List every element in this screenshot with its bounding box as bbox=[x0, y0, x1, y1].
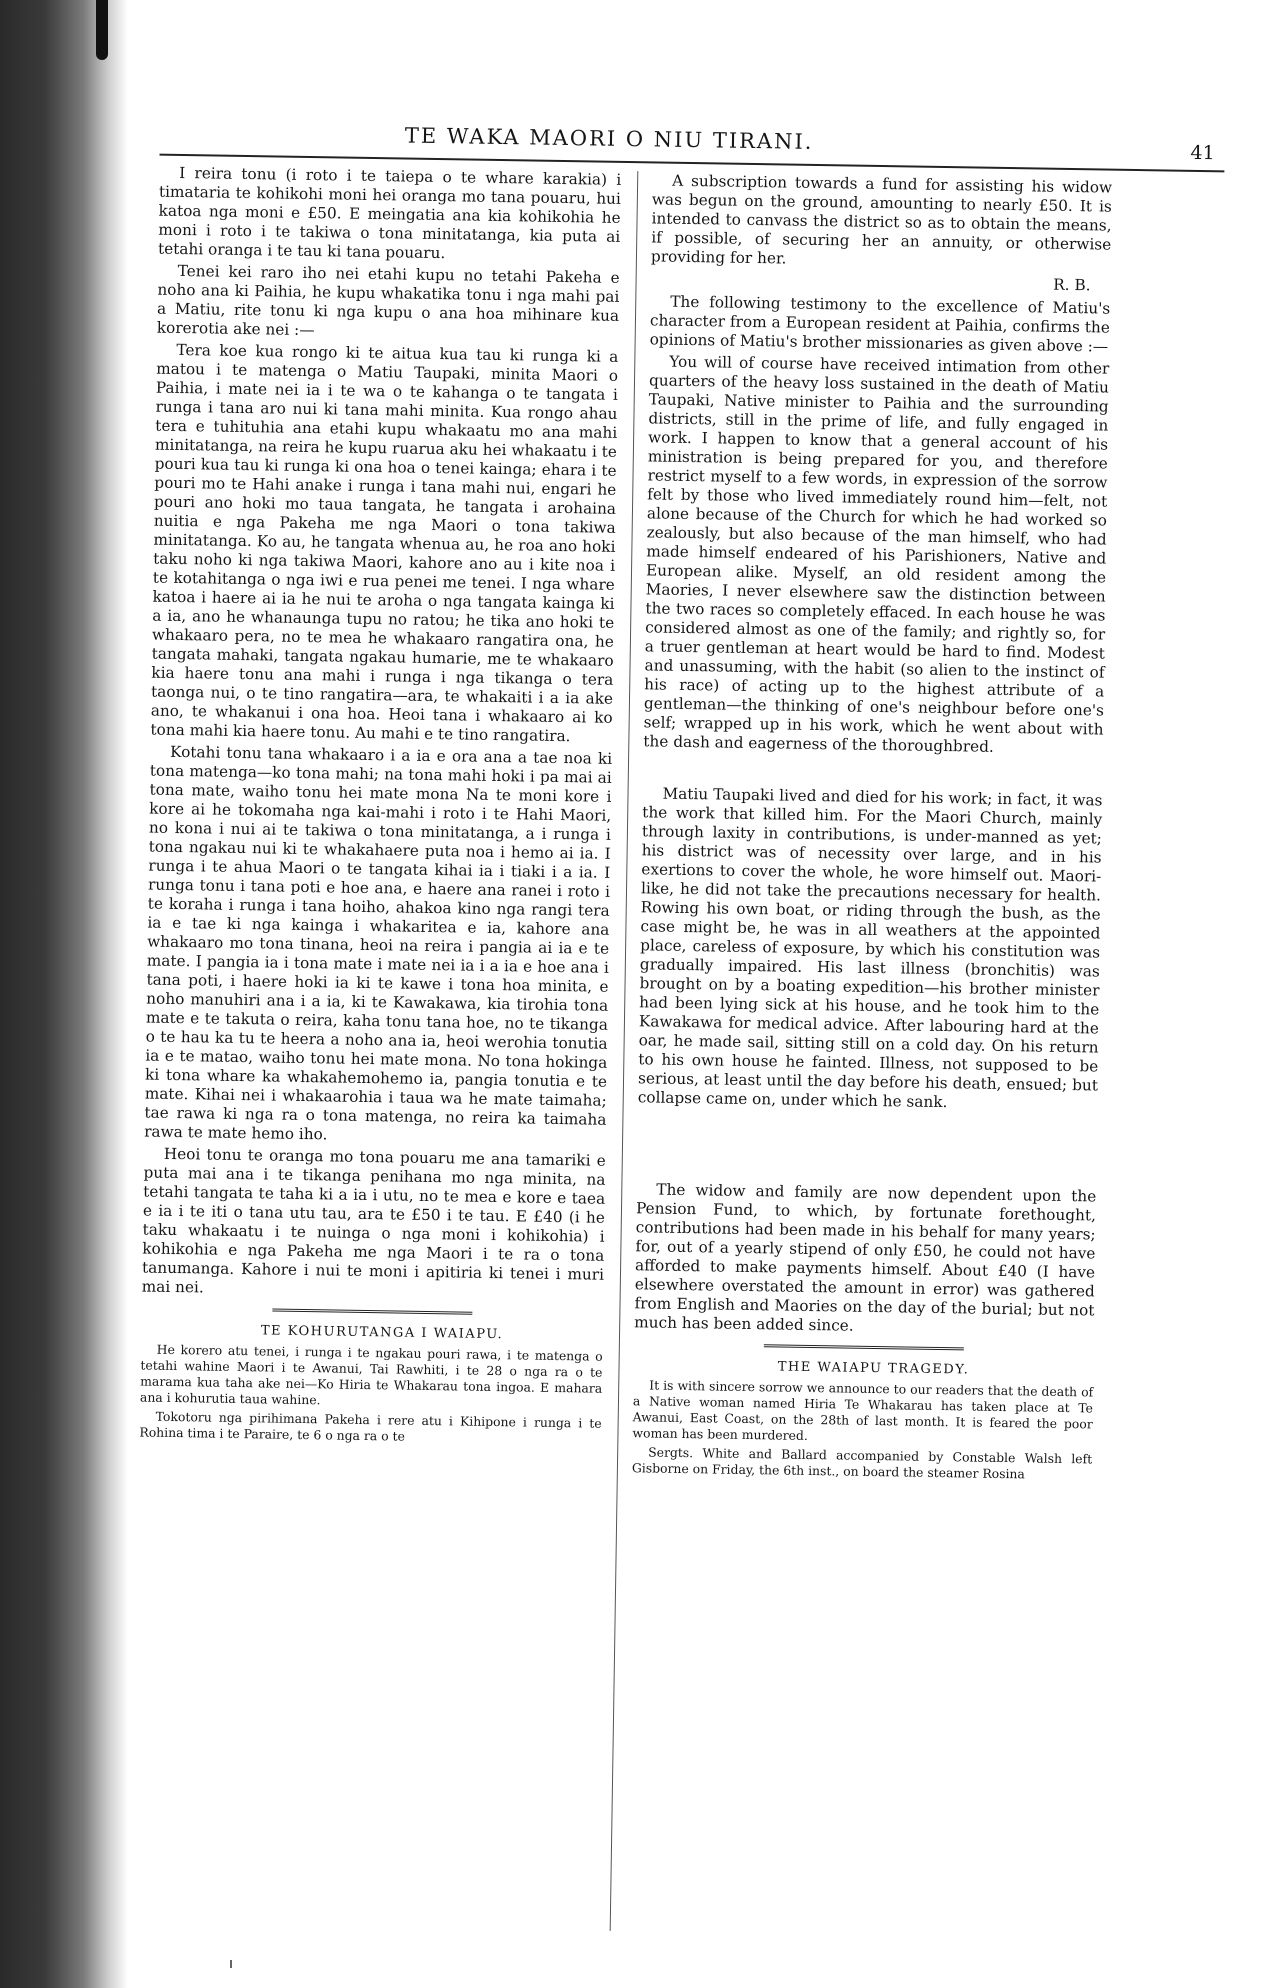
left-column bbox=[139, 164, 621, 1451]
article-paragraph: Tera koe kua rongo ki te aitua kua tau ki runga ki a matou i te matenga o Matiu Taupaki, minita Maori o Paihia, i mate nei ia i te wa o te kahanga o te tangata i runga i tana aro nui ki tana mahi minita. Kua rongo ahau tera e tuhituhia ana etahi kupu whakaatu mo ana mahi minitatanga, na reira he kupu ruarua aku hei whakaatu i te pouri kua tau ki runga ki ona hoa o tenei kainga; ehara i te pouri mo te Hahi anake i runga i tana mahi nui, engari he pouri ano hoki mo taua tangata, he tangata i arohaina nuitia e nga Pakeha me nga Maori o tona takiwa minitatanga. Ko au, he tangata whenua au, he roa ano hoki taku noho ki nga takiwa Maori, kahore ano au i kite noa i te kotahitanga o nga iwi e rua penei me tenei. I nga whare katoa i haere ai ia he nui te aroha o nga tangata kainga ki a ia, ano he whanaunga tupu no ratou; he tika ano hoki te whakaaro pera, no te mea he whakaaro rangatira ona, he tangata mahaki, tangata ngakau humarie, me te whakaaro kia haere tonu ana mahi i runga i nga tikanga o tera taonga nui, o te tino rangatira—ara, te whakaiti i a ia ake ano, te whakanui i ona hoa. Heoi tana i whakaaro ai ko tona mahi kia haere tonu. Au mahi e te tino rangatira. bbox=[150, 340, 619, 746]
article-paragraph: You will of course have received intimation from other quarters of the heavy loss sustained in the death of Matiu Taupaki, Native minister to Paihia and the surrounding districts, still in the prime of life, and fully engaged in work. I happen to know that a general account of his ministration is being prepared for you, and therefore restrict myself to a few words, in expression of the sorrow felt by those who lived immediately round him—felt, not alone because of the Church for which he had worked so zealously, but also because of the man himself, who had made himself endeared of his Parishioners, Native and European alike. Myself, an old resident among the Maories, I never elsewhere saw the distinction between the two races so completely effaced. In each house he was considered almost as one of the family; and rightly so, for a truer gentleman at heart would be hard to find. Modest and unassuming, with the habit (so alien to the instinct of his race) of acting up to the highest attribute of a gentleman—the thinking of one's neighbour before one's self; wrapped up in his work, which he went about with the dash and eagerness of the thoroughbred. bbox=[643, 352, 1110, 756]
binding-mark bbox=[96, 0, 108, 60]
masthead bbox=[160, 120, 1225, 167]
article-paragraph: Sergts. White and Ballard accompanied by Constable Walsh left Gisborne on Friday, the 6th inst., on board the steamer Rosina bbox=[631, 1444, 1093, 1482]
section-body bbox=[632, 1377, 1093, 1483]
article-paragraph: Tenei kei raro iho nei etahi kupu no tetahi Pakeha e noho ana ki Paihia, he kupu whakatika tonu i nga mahi pai a Matiu, rite tonu ki nga kupu o ana hoa mihinare kua korerotia ake nei :— bbox=[156, 261, 620, 340]
print-speck bbox=[230, 1960, 232, 1968]
article-paragraph: He korero atu tenei, i runga i te ngakau pouri rawa, i te matenga o tetahi wahine Maori i te Awanui, Tai Rawhiti, i te 28 o nga ra o te marama kua taha ake nei—Ko Hiria te Whakarau tona ingoa. E mahara ana i kohurutia taua wahine. bbox=[139, 1341, 603, 1408]
page-number: 41 bbox=[1190, 141, 1215, 165]
section-body bbox=[139, 1341, 602, 1447]
article-paragraph: I reira tonu (i roto i te taiepa o te whare karakia) i timataria te kohikohi moni hei oranga mo tana pouaru, hui katoa nga moni e £50. E meingatia ana kia kohikohia he moni i roto i te takiwa o tona minitatanga, kia puta ai tetahi oranga i te tau ki tana pouaru. bbox=[157, 163, 622, 263]
section-rule bbox=[764, 1344, 964, 1350]
article-paragraph: The following testimony to the excellence of Matiu's character from a European resident at Paihia, confirms the opinions of Matiu's brother missionaries as given above :— bbox=[649, 292, 1111, 356]
article-paragraph: Kotahi tonu tana whakaaro i a ia e ora ana a tae noa ki tona matenga—ko tona mahi; na tona mahi hoki i pa mai ai tona mate, waiho tonu hei mate mona Na te moni kore i kore ai he tokomaha nga kai-mahi i roto i te Hahi Maori, no kona i nui ai te takiwa o tona minitatanga, a i runga i tona ngakau nui ki te whakahaere puta noa i hemo ai ia. I runga i te ahua Maori o te tangata kihai ia i tiaki i a ia. I runga tonu i tana poti e hoe ana, e haere ana ranei i roto i te koraha i runga i tana hoiho, ahakoa kino nga rangi tera ia e tae ki nga kainga i whakaritea e ia, kahore ana whakaaro mo tona tinana, heoi na reira i pangia ai ia e te mate. I pangia ia i tona mate i mate nei ia i a ia e hoe ana i tana poti, i haere hoki ia ki te kawe i tona hoa minita, e noho manuhiri ana i a ia, ki te Kawakawa, kia tirohia tona mate e te takuta o reira, kaha tonu tana hoe, no te tikanga o te hau ka tu te heera a noho ana ia, heoi werohia tonutia ia e te matao, waiho tonu hei mate mona. No tona hokinga ki tona whare ka whakahemohemo ia, pangia tonutia e te mate. Kihai nei i whakaarohia i taua wa he mate taimaha; tae rawa ki nga ra o tona matenga, no reira ka taimaha rawa te mate hemo iho. bbox=[144, 742, 613, 1144]
page-binding-shadow bbox=[0, 0, 128, 1988]
article-paragraph: It is with sincere sorrow we announce to our readers that the death of a Native woman named Hiria Te Whakarau has taken place at Te Awanui, East Coast, on the 28th of last month. It is feared the poor woman has been murdered. bbox=[632, 1377, 1094, 1443]
article-paragraph: The widow and family are now dependent upon the Pension Fund, to which, by fortunate forethought, contributions had been made in his behalf for many years; for, out of a yearly stipend of only £50, he could not have afforded to make payments himself. About £40 (I have elsewhere overstated the amount in error) was gathered from English and Maories on the day of the burial; but not much has been added since. bbox=[634, 1180, 1097, 1335]
signature: R. B. bbox=[1053, 275, 1091, 295]
newspaper-page bbox=[131, 120, 1225, 1977]
right-column bbox=[632, 171, 1112, 1486]
article-paragraph: Tokotoru nga pirihimana Pakeha i rere atu i Kihipone i runga i te Rohina tima i te Paraire, te 6 o nga ra o te bbox=[139, 1408, 602, 1444]
article-paragraph: Matiu Taupaki lived and died for his work; in fact, it was the work that killed him. For the Maori Church, mainly through laxity in contributions, is under-manned as yet; his district was of necessity over large, and in his exertions to cover the whole, he wore himself out. Maori-like, he did not take the precautions necessary for health. Rowing his own boat, or riding through the bush, as the case might be, he was in all weathers at the appointed place, careless of exposure, by which his constitution was gradually impaired. His last illness (bronchitis) was brought on by a boating expedition—his brother minister had been lying sick at his house, and he took him to the Kawakawa for medical advice. After labouring hard at the oar, he made sail, sitting still on a cold day. On his return to his own house he fainted. Illness, not supposed to be serious, at least until the day before his death, ensued; but collapse came on, under which he sank. bbox=[637, 784, 1103, 1112]
section-title: THE WAIAPU TRAGEDY. bbox=[777, 1359, 970, 1378]
article-paragraph: Heoi tonu te oranga mo tona pouaru me ana tamariki e puta mai ana i te tikanga penihana mo nga minita, na tetahi tangata te taha ki a ia i utu, no te mea e kore e taea e ia i te iti o tana utu tau, ara te £50 i te tau. E £40 (i he taku whakaatu i te nuinga o nga moni i kohikohia) i kohikohia e nga Pakeha me nga Maori i te ra o tona tanumanga. Kahore i nui te moni i apitiria ki tenei i muri mai nei. bbox=[141, 1144, 606, 1297]
publication-title: TE WAKA MAORI O NIU TIRANI. bbox=[404, 123, 814, 154]
article-paragraph: A subscription towards a fund for assisting his widow was begun on the ground, amounting to nearly £50. It is intended to canvass the district so as to obtain the means, if possible, of securing her an annuity, or otherwise providing for her. bbox=[650, 171, 1113, 268]
spacer bbox=[636, 1110, 1097, 1187]
section-rule bbox=[272, 1309, 472, 1315]
section-title: TE KOHURUTANGA I WAIAPU. bbox=[260, 1323, 504, 1343]
